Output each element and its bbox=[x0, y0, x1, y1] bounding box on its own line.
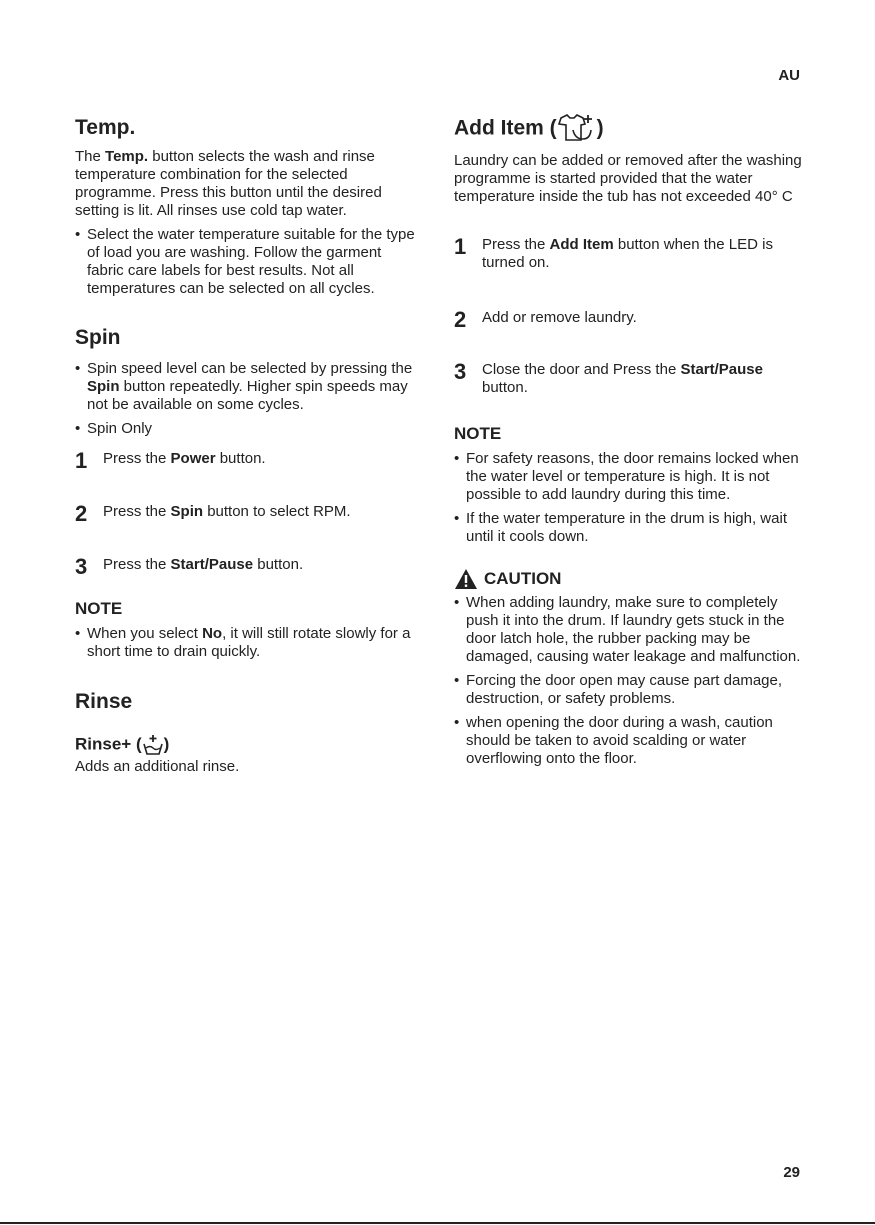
caution-bullet-2 bbox=[454, 672, 802, 708]
bullet-dot: • bbox=[454, 594, 460, 611]
temp-bullet-text: Select the water temperature suitable for the type of load you are washing. Follow the garment fabric care labels for best results. Not all temperatures can be selected on all cycles. bbox=[87, 226, 415, 297]
step-number: 2 bbox=[454, 307, 467, 332]
step-text-b: Power bbox=[170, 450, 216, 467]
spin-b1-b: Spin bbox=[87, 378, 120, 395]
rinse-plus-label: Rinse+ ( bbox=[75, 734, 142, 754]
note-heading: NOTE bbox=[454, 424, 502, 443]
caution-title: CAUTION bbox=[484, 569, 562, 588]
add-item-label: Add Item ( bbox=[454, 116, 557, 140]
note-text-c: , it will still rotate slowly for a short time to drain quickly. bbox=[87, 625, 411, 660]
spin-heading: Spin bbox=[75, 326, 121, 349]
note-bullet-text: If the water temperature in the drum is high, wait until it cools down. bbox=[466, 510, 787, 545]
section-temp bbox=[75, 116, 420, 298]
rinse-plus-text: Adds an additional rinse. bbox=[75, 758, 240, 775]
spin-step-1 bbox=[75, 448, 420, 473]
region-code: AU bbox=[778, 67, 800, 84]
step-text-c: button when the LED is turned on. bbox=[482, 236, 773, 271]
rinse-plus-label-end: ) bbox=[163, 734, 170, 754]
step-number: 3 bbox=[454, 359, 467, 384]
add-item-note bbox=[454, 424, 802, 546]
step-number: 1 bbox=[454, 234, 467, 259]
step-text-c: button. bbox=[253, 556, 304, 573]
spin-note bbox=[75, 599, 420, 661]
temp-heading: Temp. bbox=[75, 116, 136, 139]
add-item-shirt-icon bbox=[557, 117, 597, 140]
temp-text-a: The bbox=[75, 148, 106, 165]
rinse-heading: Rinse bbox=[75, 690, 133, 713]
add-item-note-bullet-2 bbox=[454, 510, 802, 546]
step-text-b: Start/Pause bbox=[170, 556, 254, 573]
bullet-dot: • bbox=[454, 672, 460, 689]
bullet-dot: • bbox=[75, 625, 81, 642]
bullet-dot: • bbox=[454, 714, 460, 731]
spin-step-2 bbox=[75, 501, 420, 526]
note-bullet-text: For safety reasons, the door remains locked when the water level or temperature is high. It is not possible to add laundry during this time. bbox=[466, 450, 799, 503]
caution-bullet-text: Forcing the door open may cause part damage, destruction, or safety problems. bbox=[466, 672, 783, 707]
spin-step-3 bbox=[75, 554, 420, 579]
section-add-item bbox=[454, 114, 802, 206]
step-text-b: Spin bbox=[170, 503, 204, 520]
rinse-plus-tub-icon bbox=[142, 734, 164, 753]
caution-heading bbox=[454, 568, 802, 590]
page-number: 29 bbox=[783, 1164, 800, 1181]
step-number: 2 bbox=[75, 501, 88, 526]
bullet-dot: • bbox=[75, 420, 81, 437]
caution-bullet-1 bbox=[454, 594, 802, 666]
step-text-a: Press the bbox=[482, 236, 550, 253]
step-text-a: Add or remove laundry. bbox=[482, 309, 637, 326]
add-item-intro: Laundry can be added or removed after the washing programme is started provided that the water temperature inside the tub has not exceeded 40° C bbox=[454, 152, 802, 205]
step-text-a: Press the bbox=[103, 503, 171, 520]
step-text-c: button. bbox=[215, 450, 266, 467]
bullet-dot: • bbox=[75, 226, 81, 243]
step-text-a: Press the bbox=[103, 450, 171, 467]
spin-bullet-1 bbox=[75, 360, 420, 414]
temp-button-name: Temp. bbox=[105, 148, 149, 165]
spin-note-bullet bbox=[75, 625, 420, 661]
step-text-c: button to select RPM. bbox=[203, 503, 351, 520]
step-text-b: Add Item bbox=[549, 236, 614, 253]
section-spin bbox=[75, 326, 420, 438]
rinse-plus bbox=[75, 734, 420, 776]
add-item-step-1 bbox=[454, 236, 802, 272]
warning-triangle-icon bbox=[454, 568, 478, 590]
rinse-plus-heading bbox=[75, 734, 420, 756]
step-number: 1 bbox=[75, 448, 88, 473]
spin-b2-text: Spin Only bbox=[87, 420, 153, 437]
caution-bullet-3 bbox=[454, 714, 802, 768]
add-item-step-3 bbox=[454, 361, 802, 397]
spin-b1-a: Spin speed level can be selected by pressing the bbox=[87, 360, 413, 377]
step-text-c: button. bbox=[482, 379, 528, 396]
spin-b1-c: button repeatedly. Higher spin speeds may not be available on some cycles. bbox=[87, 378, 408, 413]
spin-bullet-2 bbox=[75, 420, 420, 438]
section-rinse bbox=[75, 690, 420, 714]
add-item-caution bbox=[454, 568, 802, 768]
step-text-a: Press the bbox=[103, 556, 171, 573]
caution-bullet-text: when opening the door during a wash, caution should be taken to avoid scalding or water overflowing onto the floor. bbox=[466, 714, 773, 767]
bullet-dot: • bbox=[454, 510, 460, 527]
note-text-b: No bbox=[202, 625, 223, 642]
temp-bullet bbox=[75, 226, 420, 298]
add-item-label-end: ) bbox=[596, 116, 604, 140]
caution-bullet-text: When adding laundry, make sure to completely push it into the drum. If laundry gets stuck in the door latch hole, the rubber packing may be damaged, causing water leakage and malfunction. bbox=[466, 594, 801, 665]
step-number: 3 bbox=[75, 554, 88, 579]
temp-paragraph bbox=[75, 148, 420, 220]
add-item-step-2 bbox=[454, 307, 802, 332]
add-item-note-bullet-1 bbox=[454, 450, 802, 504]
step-text-b: Start/Pause bbox=[680, 361, 763, 378]
step-text-a: Close the door and Press the bbox=[482, 361, 681, 378]
bullet-dot: • bbox=[75, 360, 81, 377]
note-heading: NOTE bbox=[75, 599, 123, 618]
add-item-heading bbox=[454, 114, 802, 144]
temp-text-c: button selects the wash and rinse temperature combination for the selected programme. Press this button until the desired setting is lit. All rinses use cold tap water. bbox=[75, 148, 382, 219]
bullet-dot: • bbox=[454, 450, 460, 467]
bottom-rule bbox=[0, 1222, 875, 1224]
note-text-a: When you select bbox=[87, 625, 203, 642]
